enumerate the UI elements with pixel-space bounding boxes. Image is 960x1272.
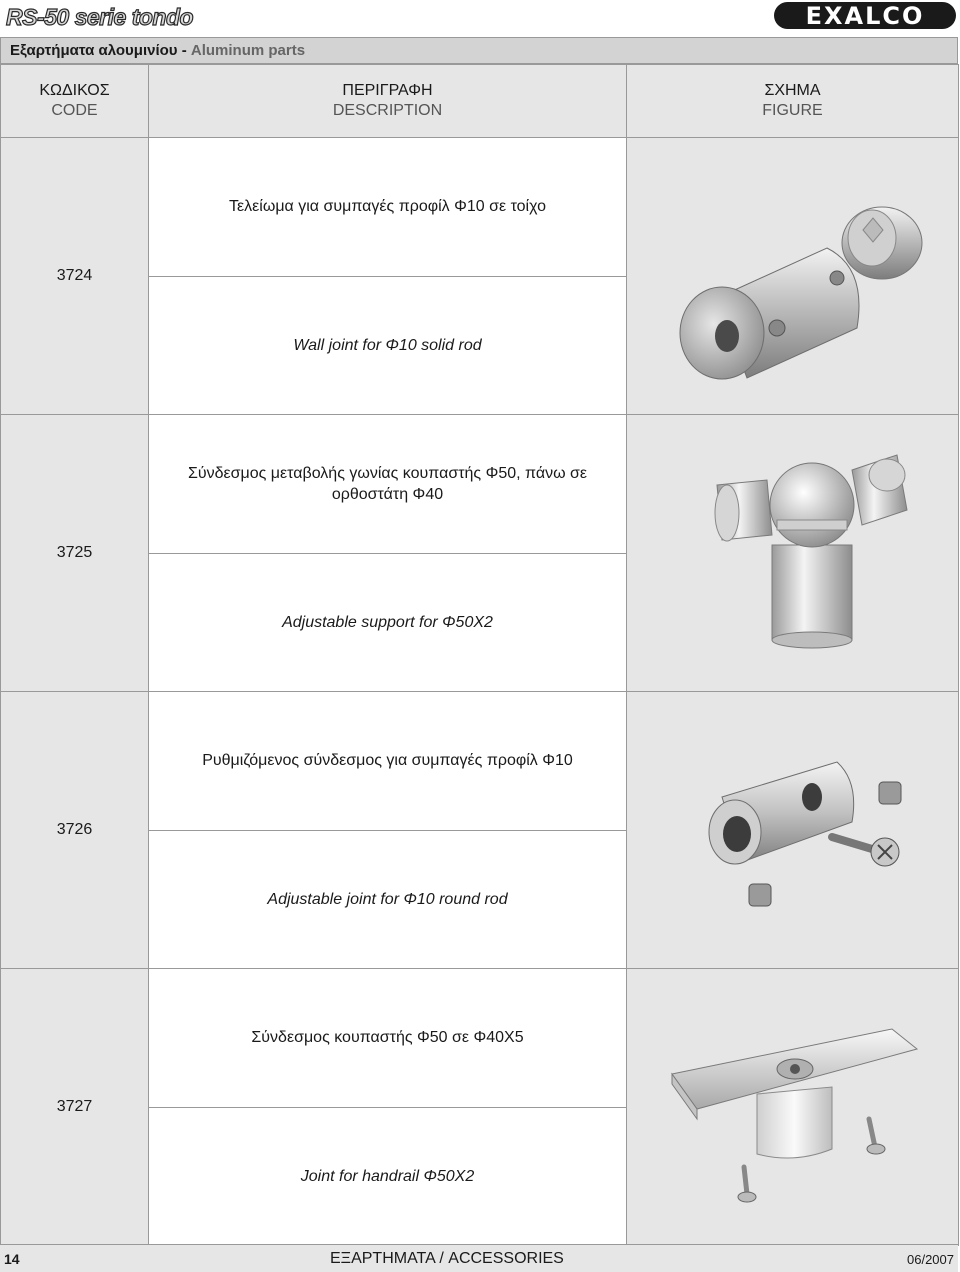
column-header-code: ΚΩΔΙΚΟΣ CODE bbox=[1, 65, 149, 138]
description-greek: Σύνδεσμος μεταβολής γωνίας κουπαστής Φ50, πάνω σε ορθοστάτη Φ40 bbox=[149, 415, 626, 554]
page-footer bbox=[0, 1244, 958, 1272]
wall-joint-image bbox=[627, 138, 957, 414]
figure-handrail-joint bbox=[627, 969, 959, 1246]
footer-section: ΕΞΑΡΤΗΜΑΤΑ / ACCESSORIES bbox=[330, 1250, 564, 1267]
row-code: 3725 bbox=[1, 415, 149, 692]
table-row bbox=[1, 415, 959, 692]
row-description bbox=[149, 692, 627, 969]
row-description bbox=[149, 415, 627, 692]
subtitle-english: Aluminum parts bbox=[190, 42, 306, 59]
description-greek: Τελείωμα για συμπαγές προφίλ Φ10 σε τοίχο bbox=[149, 138, 626, 277]
table-header-row bbox=[1, 65, 959, 138]
adjustable-joint-image bbox=[627, 692, 957, 968]
subtitle-greek: Εξαρτήματα αλουμινίου - bbox=[10, 42, 187, 59]
figure-wall-joint bbox=[627, 138, 959, 415]
row-description bbox=[149, 138, 627, 415]
parts-table bbox=[0, 64, 959, 1246]
column-header-figure: ΣΧΗΜΑ FIGURE bbox=[627, 65, 959, 138]
row-description bbox=[149, 969, 627, 1246]
table-row bbox=[1, 692, 959, 969]
page-number: 14 bbox=[4, 1251, 20, 1267]
figure-adjustable-support bbox=[627, 415, 959, 692]
column-header-description: ΠΕΡΙΓΡΑΦΗ DESCRIPTION bbox=[149, 65, 627, 138]
description-greek: Ρυθμιζόμενος σύνδεσμος για συμπαγές προφίλ Φ10 bbox=[149, 692, 626, 831]
series-title: RS-50 serie tondo bbox=[6, 4, 194, 30]
figure-adjustable-joint bbox=[627, 692, 959, 969]
description-greek: Σύνδεσμος κουπαστής Φ50 σε Φ40Χ5 bbox=[149, 969, 626, 1108]
row-code: 3726 bbox=[1, 692, 149, 969]
table-row bbox=[1, 969, 959, 1246]
row-code: 3727 bbox=[1, 969, 149, 1246]
description-english: Wall joint for Φ10 solid rod bbox=[293, 336, 482, 354]
description-english: Joint for handrail Φ50X2 bbox=[300, 1167, 475, 1185]
footer-date: 06/2007 bbox=[907, 1252, 954, 1267]
subtitle-bar bbox=[0, 37, 958, 64]
logo-text: EXALCO bbox=[805, 1, 925, 30]
description-english: Adjustable support for Φ50X2 bbox=[282, 613, 493, 631]
exalco-logo bbox=[774, 2, 956, 29]
row-code: 3724 bbox=[1, 138, 149, 415]
description-english: Adjustable joint for Φ10 round rod bbox=[267, 890, 508, 908]
handrail-joint-image bbox=[627, 969, 957, 1245]
table-row bbox=[1, 138, 959, 415]
adjustable-support-image bbox=[627, 415, 957, 691]
